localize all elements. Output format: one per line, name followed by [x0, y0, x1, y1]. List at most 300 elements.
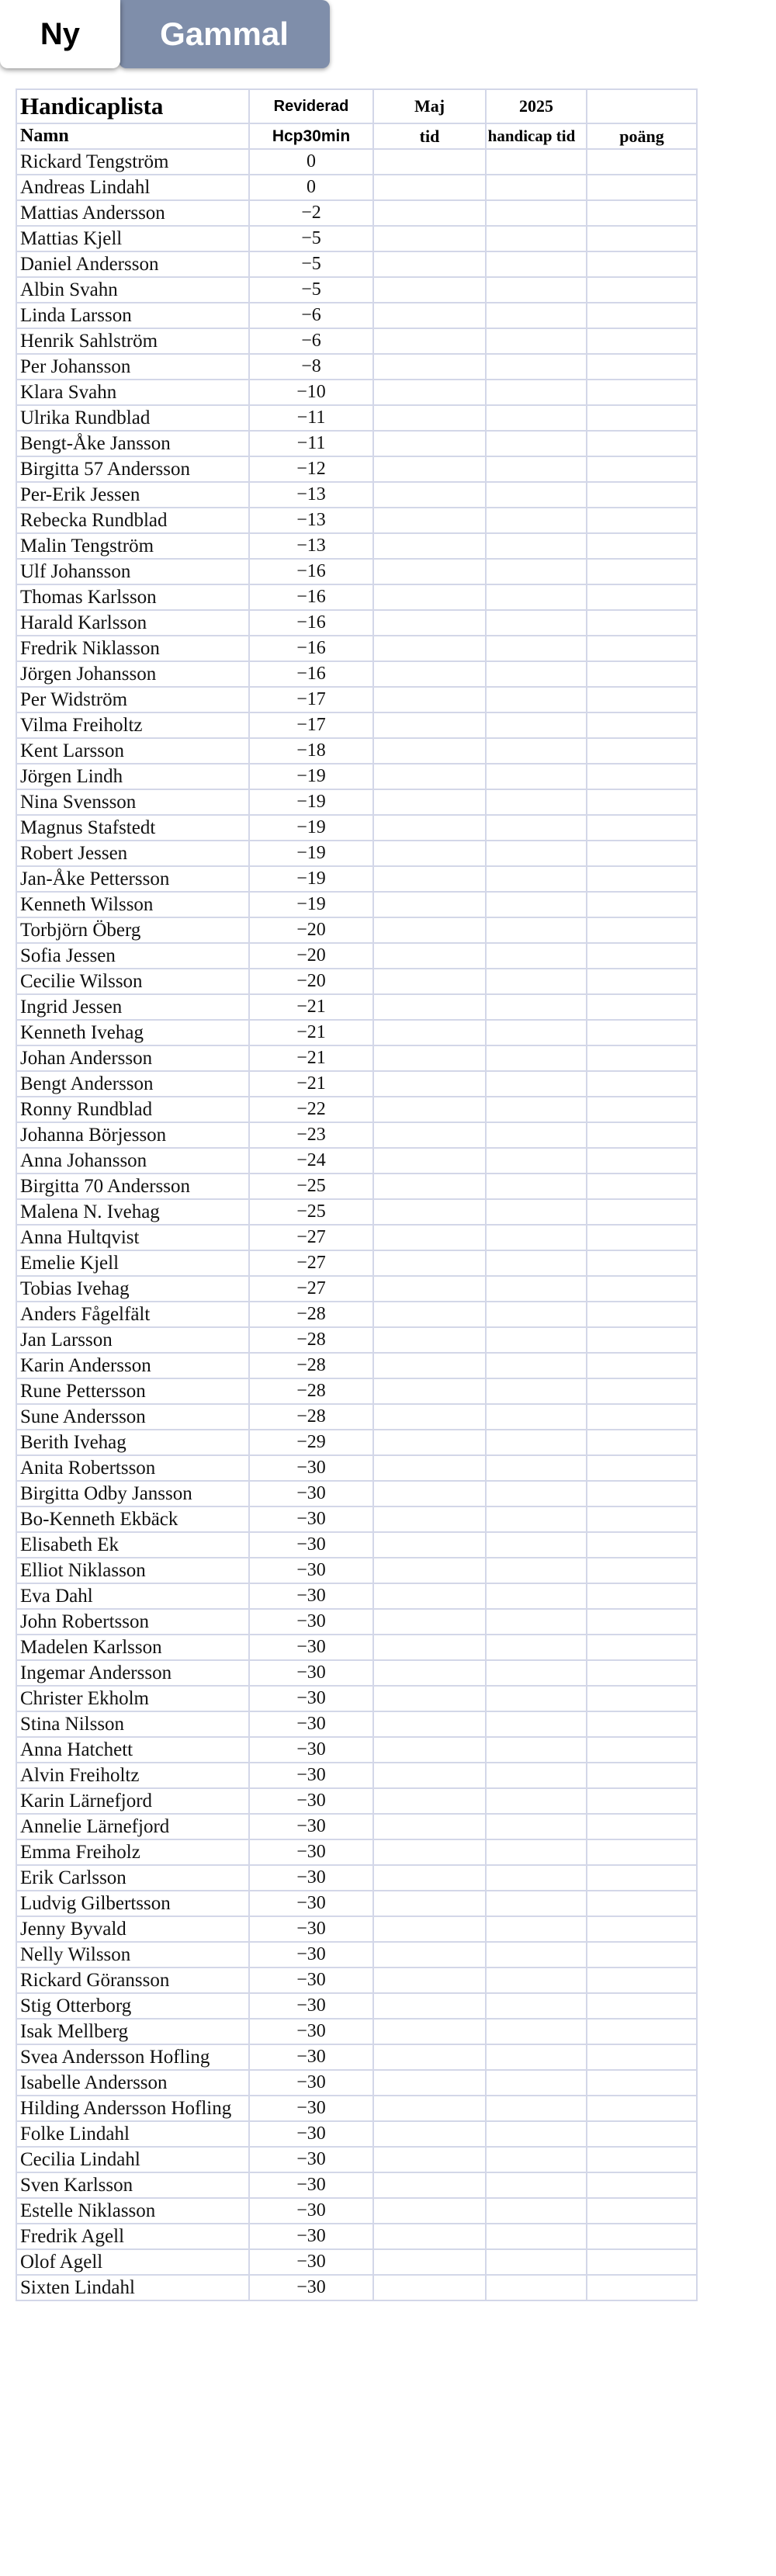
tid-cell[interactable]	[373, 1609, 486, 1635]
tid-cell[interactable]	[373, 1378, 486, 1404]
hcp-cell[interactable]: −11	[249, 431, 373, 456]
handicap-tid-cell[interactable]	[486, 892, 587, 917]
handicap-tid-cell[interactable]	[486, 1583, 587, 1609]
player-name-cell[interactable]: Kenneth Wilsson	[16, 892, 249, 917]
handicap-tid-cell[interactable]	[486, 764, 587, 789]
poang-cell[interactable]	[587, 994, 697, 1020]
hcp-cell[interactable]: −17	[249, 687, 373, 712]
player-name-cell[interactable]: Berith Ivehag	[16, 1430, 249, 1455]
player-name-cell[interactable]: Svea Andersson Hofling	[16, 2044, 249, 2070]
handicap-tid-cell[interactable]	[486, 1686, 587, 1711]
player-name-cell[interactable]: Ulf Johansson	[16, 559, 249, 584]
hcp-cell[interactable]: 0	[249, 149, 373, 175]
tid-cell[interactable]	[373, 559, 486, 584]
tid-cell[interactable]	[373, 2224, 486, 2249]
handicap-tid-cell[interactable]	[486, 277, 587, 303]
tid-cell[interactable]	[373, 1814, 486, 1839]
hcp-cell[interactable]: −19	[249, 789, 373, 815]
player-name-cell[interactable]: Ingrid Jessen	[16, 994, 249, 1020]
handicap-tid-cell[interactable]	[486, 866, 587, 892]
poang-cell[interactable]	[587, 636, 697, 661]
poang-cell[interactable]	[587, 610, 697, 636]
poang-cell[interactable]	[587, 2070, 697, 2096]
player-name-cell[interactable]: Johanna Börjesson	[16, 1122, 249, 1148]
player-name-cell[interactable]: Birgitta Odby Jansson	[16, 1481, 249, 1506]
tid-cell[interactable]	[373, 1430, 486, 1455]
tid-cell[interactable]	[373, 1839, 486, 1865]
player-name-cell[interactable]: Elisabeth Ek	[16, 1532, 249, 1558]
poang-cell[interactable]	[587, 405, 697, 431]
player-name-cell[interactable]: Vilma Freiholtz	[16, 712, 249, 738]
player-name-cell[interactable]: Hilding Andersson Hofling	[16, 2096, 249, 2121]
poang-cell[interactable]	[587, 1609, 697, 1635]
player-name-cell[interactable]: Henrik Sahlström	[16, 328, 249, 354]
player-name-cell[interactable]: Erik Carlsson	[16, 1865, 249, 1891]
tid-cell[interactable]	[373, 1711, 486, 1737]
player-name-cell[interactable]: Folke Lindahl	[16, 2121, 249, 2147]
handicap-tid-cell[interactable]	[486, 1327, 587, 1353]
header-handicap-tid[interactable]	[486, 123, 587, 149]
tab-ny[interactable]: Ny	[0, 0, 120, 68]
poang-cell[interactable]	[587, 1583, 697, 1609]
hcp-cell[interactable]: −30	[249, 2044, 373, 2070]
player-name-cell[interactable]: Elliot Niklasson	[16, 1558, 249, 1583]
tid-cell[interactable]	[373, 200, 486, 226]
player-name-cell[interactable]: Alvin Freiholtz	[16, 1763, 249, 1788]
player-name-cell[interactable]: Karin Andersson	[16, 1353, 249, 1378]
handicap-tid-cell[interactable]	[486, 1532, 587, 1558]
hcp-cell[interactable]: −13	[249, 508, 373, 533]
handicap-tid-cell[interactable]	[486, 1020, 587, 1045]
player-name-cell[interactable]: Ronny Rundblad	[16, 1097, 249, 1122]
hcp-cell[interactable]: −30	[249, 2275, 373, 2300]
handicap-tid-cell[interactable]	[486, 1455, 587, 1481]
hcp-cell[interactable]: −30	[249, 1711, 373, 1737]
player-name-cell[interactable]: Jörgen Lindh	[16, 764, 249, 789]
player-name-cell[interactable]: Cecilia Lindahl	[16, 2147, 249, 2172]
poang-cell[interactable]	[587, 1174, 697, 1199]
hcp-cell[interactable]: −5	[249, 226, 373, 251]
handicap-tid-cell[interactable]	[486, 2121, 587, 2147]
poang-cell[interactable]	[587, 1968, 697, 1993]
handicap-tid-cell[interactable]	[486, 661, 587, 687]
tid-cell[interactable]	[373, 1481, 486, 1506]
tid-cell[interactable]	[373, 1122, 486, 1148]
tid-cell[interactable]	[373, 2172, 486, 2198]
hcp-cell[interactable]: −10	[249, 380, 373, 405]
hcp-cell[interactable]: −13	[249, 482, 373, 508]
tid-cell[interactable]	[373, 738, 486, 764]
handicap-tid-cell[interactable]	[486, 1814, 587, 1839]
handicap-tid-cell[interactable]	[486, 2224, 587, 2249]
player-name-cell[interactable]: Anita Robertsson	[16, 1455, 249, 1481]
handicap-tid-cell[interactable]	[486, 1071, 587, 1097]
handicap-tid-cell[interactable]	[486, 1122, 587, 1148]
header-namn[interactable]: Namn	[16, 123, 249, 149]
player-name-cell[interactable]: Sixten Lindahl	[16, 2275, 249, 2300]
handicap-tid-cell[interactable]	[486, 1250, 587, 1276]
poang-cell[interactable]	[587, 2044, 697, 2070]
hcp-cell[interactable]: −28	[249, 1404, 373, 1430]
poang-cell[interactable]	[587, 1455, 697, 1481]
player-name-cell[interactable]: Per-Erik Jessen	[16, 482, 249, 508]
poang-cell[interactable]	[587, 1302, 697, 1327]
player-name-cell[interactable]: Bengt Andersson	[16, 1071, 249, 1097]
tid-cell[interactable]	[373, 712, 486, 738]
hcp-cell[interactable]: −30	[249, 1737, 373, 1763]
handicap-tid-cell[interactable]	[486, 1942, 587, 1968]
tid-cell[interactable]	[373, 1686, 486, 1711]
poang-cell[interactable]	[587, 1660, 697, 1686]
poang-cell[interactable]	[587, 1788, 697, 1814]
poang-cell[interactable]	[587, 2172, 697, 2198]
tid-cell[interactable]	[373, 1635, 486, 1660]
handicap-tid-cell[interactable]	[486, 2147, 587, 2172]
handicap-tid-cell[interactable]	[486, 2275, 587, 2300]
tid-cell[interactable]	[373, 969, 486, 994]
player-name-cell[interactable]: Ulrika Rundblad	[16, 405, 249, 431]
tid-cell[interactable]	[373, 2275, 486, 2300]
poang-cell[interactable]	[587, 1686, 697, 1711]
hcp-cell[interactable]: −16	[249, 610, 373, 636]
player-name-cell[interactable]: Bengt-Åke Jansson	[16, 431, 249, 456]
hcp-cell[interactable]: −30	[249, 1583, 373, 1609]
poang-cell[interactable]	[587, 1353, 697, 1378]
poang-cell[interactable]	[587, 251, 697, 277]
poang-cell[interactable]	[587, 1045, 697, 1071]
handicap-tid-cell[interactable]	[486, 1481, 587, 1506]
player-name-cell[interactable]: Isabelle Andersson	[16, 2070, 249, 2096]
poang-cell[interactable]	[587, 1891, 697, 1916]
handicap-tid-cell[interactable]	[486, 1045, 587, 1071]
tid-cell[interactable]	[373, 1763, 486, 1788]
hcp-cell[interactable]: −27	[249, 1225, 373, 1250]
tid-cell[interactable]	[373, 508, 486, 533]
poang-cell[interactable]	[587, 559, 697, 584]
handicap-tid-cell[interactable]	[486, 584, 587, 610]
handicap-tid-cell[interactable]	[486, 2044, 587, 2070]
hcp-cell[interactable]: −8	[249, 354, 373, 380]
poang-cell[interactable]	[587, 584, 697, 610]
handicap-tid-cell[interactable]	[486, 1865, 587, 1891]
poang-cell[interactable]	[587, 431, 697, 456]
handicap-tid-cell[interactable]	[486, 2070, 587, 2096]
header-tid[interactable]: tid	[373, 123, 486, 149]
hcp-cell[interactable]: −30	[249, 1942, 373, 1968]
poang-cell[interactable]	[587, 354, 697, 380]
hcp-cell[interactable]: −17	[249, 712, 373, 738]
hcp-cell[interactable]: −5	[249, 251, 373, 277]
poang-cell[interactable]	[587, 2096, 697, 2121]
poang-cell[interactable]	[587, 1250, 697, 1276]
hcp-cell[interactable]: −22	[249, 1097, 373, 1122]
handicap-tid-cell[interactable]	[486, 354, 587, 380]
header-hcp30min[interactable]: Hcp30min	[249, 123, 373, 149]
player-name-cell[interactable]: Magnus Stafstedt	[16, 815, 249, 841]
player-name-cell[interactable]: Sven Karlsson	[16, 2172, 249, 2198]
player-name-cell[interactable]: Daniel Andersson	[16, 251, 249, 277]
handicap-tid-cell[interactable]	[486, 149, 587, 175]
hcp-cell[interactable]: −30	[249, 1763, 373, 1788]
hcp-cell[interactable]: −6	[249, 328, 373, 354]
poang-cell[interactable]	[587, 328, 697, 354]
header-poang[interactable]: poäng	[587, 123, 697, 149]
poang-cell[interactable]	[587, 303, 697, 328]
handicap-tid-cell[interactable]	[486, 1891, 587, 1916]
poang-cell[interactable]	[587, 1020, 697, 1045]
handicap-tid-cell[interactable]	[486, 636, 587, 661]
hcp-cell[interactable]: −30	[249, 1481, 373, 1506]
hcp-cell[interactable]: −30	[249, 1839, 373, 1865]
hcp-cell[interactable]: −2	[249, 200, 373, 226]
player-name-cell[interactable]: Kenneth Ivehag	[16, 1020, 249, 1045]
poang-cell[interactable]	[587, 866, 697, 892]
player-name-cell[interactable]: Nelly Wilsson	[16, 1942, 249, 1968]
hcp-cell[interactable]: −21	[249, 1071, 373, 1097]
hcp-cell[interactable]: −27	[249, 1276, 373, 1302]
hcp-cell[interactable]: −30	[249, 2019, 373, 2044]
hcp-cell[interactable]: −30	[249, 1609, 373, 1635]
player-name-cell[interactable]: Emma Freiholz	[16, 1839, 249, 1865]
hcp-cell[interactable]: 0	[249, 175, 373, 200]
handicap-tid-cell[interactable]	[486, 303, 587, 328]
tid-cell[interactable]	[373, 943, 486, 969]
handicap-tid-cell[interactable]	[486, 1916, 587, 1942]
handicap-tid-cell[interactable]	[486, 533, 587, 559]
poang-cell[interactable]	[587, 1276, 697, 1302]
player-name-cell[interactable]: Fredrik Niklasson	[16, 636, 249, 661]
player-name-cell[interactable]: Thomas Karlsson	[16, 584, 249, 610]
poang-cell[interactable]	[587, 764, 697, 789]
player-name-cell[interactable]: Andreas Lindahl	[16, 175, 249, 200]
tid-cell[interactable]	[373, 482, 486, 508]
tid-cell[interactable]	[373, 2096, 486, 2121]
poang-cell[interactable]	[587, 1711, 697, 1737]
poang-cell[interactable]	[587, 508, 697, 533]
hcp-cell[interactable]: −30	[249, 2249, 373, 2275]
player-name-cell[interactable]: Anna Hultqvist	[16, 1225, 249, 1250]
poang-cell[interactable]	[587, 917, 697, 943]
tid-cell[interactable]	[373, 1916, 486, 1942]
poang-cell[interactable]	[587, 1097, 697, 1122]
hcp-cell[interactable]: −11	[249, 405, 373, 431]
handicap-tid-cell[interactable]	[486, 1353, 587, 1378]
hcp-cell[interactable]: −21	[249, 1020, 373, 1045]
handicap-tid-cell[interactable]	[486, 687, 587, 712]
player-name-cell[interactable]: Ludvig Gilbertsson	[16, 1891, 249, 1916]
handicap-tid-cell[interactable]	[486, 559, 587, 584]
tid-cell[interactable]	[373, 994, 486, 1020]
player-name-cell[interactable]: Anna Hatchett	[16, 1737, 249, 1763]
player-name-cell[interactable]: Harald Karlsson	[16, 610, 249, 636]
player-name-cell[interactable]: John Robertsson	[16, 1609, 249, 1635]
poang-cell[interactable]	[587, 1942, 697, 1968]
player-name-cell[interactable]: Estelle Niklasson	[16, 2198, 249, 2224]
handicap-tid-cell[interactable]	[486, 1276, 587, 1302]
player-name-cell[interactable]: Rune Pettersson	[16, 1378, 249, 1404]
tid-cell[interactable]	[373, 149, 486, 175]
handicap-tid-cell[interactable]	[486, 1302, 587, 1327]
handicap-tid-cell[interactable]	[486, 1404, 587, 1430]
poang-cell[interactable]	[587, 1148, 697, 1174]
handicap-tid-cell[interactable]	[486, 1788, 587, 1814]
player-name-cell[interactable]: Karin Lärnefjord	[16, 1788, 249, 1814]
tid-cell[interactable]	[373, 815, 486, 841]
tid-cell[interactable]	[373, 251, 486, 277]
poang-cell[interactable]	[587, 738, 697, 764]
tid-cell[interactable]	[373, 1225, 486, 1250]
player-name-cell[interactable]: Linda Larsson	[16, 303, 249, 328]
handicap-tid-cell[interactable]	[486, 482, 587, 508]
poang-cell[interactable]	[587, 1430, 697, 1455]
handicap-tid-cell[interactable]	[486, 1609, 587, 1635]
hcp-cell[interactable]: −30	[249, 2172, 373, 2198]
tid-cell[interactable]	[373, 661, 486, 687]
hcp-cell[interactable]: −30	[249, 1686, 373, 1711]
handicap-tid-cell[interactable]	[486, 1148, 587, 1174]
tid-cell[interactable]	[373, 405, 486, 431]
tid-cell[interactable]	[373, 2044, 486, 2070]
handicap-tid-cell[interactable]	[486, 200, 587, 226]
hcp-cell[interactable]: −25	[249, 1199, 373, 1225]
tid-cell[interactable]	[373, 1532, 486, 1558]
player-name-cell[interactable]: Per Johansson	[16, 354, 249, 380]
hcp-cell[interactable]: −30	[249, 2070, 373, 2096]
player-name-cell[interactable]: Torbjörn Öberg	[16, 917, 249, 943]
handicap-tid-cell[interactable]	[486, 1174, 587, 1199]
hcp-cell[interactable]: −28	[249, 1378, 373, 1404]
player-name-cell[interactable]: Emelie Kjell	[16, 1250, 249, 1276]
hcp-cell[interactable]: −30	[249, 2121, 373, 2147]
hcp-cell[interactable]: −28	[249, 1302, 373, 1327]
poang-cell[interactable]	[587, 1225, 697, 1250]
poang-cell[interactable]	[587, 1506, 697, 1532]
tid-cell[interactable]	[373, 1660, 486, 1686]
poang-cell[interactable]	[587, 200, 697, 226]
poang-cell[interactable]	[587, 815, 697, 841]
poang-cell[interactable]	[587, 1737, 697, 1763]
poang-cell[interactable]	[587, 2275, 697, 2300]
handicap-tid-cell[interactable]	[486, 1097, 587, 1122]
tid-cell[interactable]	[373, 2121, 486, 2147]
handicap-tid-cell[interactable]	[486, 456, 587, 482]
poang-cell[interactable]	[587, 969, 697, 994]
poang-cell[interactable]	[587, 661, 697, 687]
player-name-cell[interactable]: Anders Fågelfält	[16, 1302, 249, 1327]
hcp-cell[interactable]: −30	[249, 1916, 373, 1942]
player-name-cell[interactable]: Cecilie Wilsson	[16, 969, 249, 994]
tid-cell[interactable]	[373, 226, 486, 251]
handicap-tid-cell[interactable]	[486, 1430, 587, 1455]
tid-cell[interactable]	[373, 1788, 486, 1814]
poang-cell[interactable]	[587, 1327, 697, 1353]
tid-cell[interactable]	[373, 1174, 486, 1199]
handicap-tid-cell[interactable]	[486, 2096, 587, 2121]
poang-cell[interactable]	[587, 2121, 697, 2147]
tid-cell[interactable]	[373, 866, 486, 892]
handicap-tid-cell[interactable]	[486, 2198, 587, 2224]
hcp-cell[interactable]: −30	[249, 1865, 373, 1891]
tab-gammal[interactable]: Gammal	[119, 0, 330, 68]
hcp-cell[interactable]: −30	[249, 1506, 373, 1532]
tid-cell[interactable]	[373, 354, 486, 380]
hcp-cell[interactable]: −27	[249, 1250, 373, 1276]
tid-cell[interactable]	[373, 1353, 486, 1378]
player-name-cell[interactable]: Ingemar Andersson	[16, 1660, 249, 1686]
poang-cell[interactable]	[587, 1404, 697, 1430]
handicap-tid-cell[interactable]	[486, 1737, 587, 1763]
player-name-cell[interactable]: Olof Agell	[16, 2249, 249, 2275]
player-name-cell[interactable]: Jörgen Johansson	[16, 661, 249, 687]
hcp-cell[interactable]: −16	[249, 636, 373, 661]
poang-cell[interactable]	[587, 2147, 697, 2172]
poang-cell[interactable]	[587, 1865, 697, 1891]
handicap-tid-cell[interactable]	[486, 328, 587, 354]
handicap-tid-cell[interactable]	[486, 841, 587, 866]
handicap-tid-cell[interactable]	[486, 380, 587, 405]
poang-cell[interactable]	[587, 712, 697, 738]
handicap-tid-cell[interactable]	[486, 1378, 587, 1404]
tid-cell[interactable]	[373, 1865, 486, 1891]
hcp-cell[interactable]: −20	[249, 917, 373, 943]
tid-cell[interactable]	[373, 456, 486, 482]
tid-cell[interactable]	[373, 610, 486, 636]
player-name-cell[interactable]: Annelie Lärnefjord	[16, 1814, 249, 1839]
hcp-cell[interactable]: −30	[249, 1993, 373, 2019]
handicap-tid-cell[interactable]	[486, 789, 587, 815]
tid-cell[interactable]	[373, 2147, 486, 2172]
tid-cell[interactable]	[373, 303, 486, 328]
handicap-tid-cell[interactable]	[486, 2249, 587, 2275]
tid-cell[interactable]	[373, 636, 486, 661]
hcp-cell[interactable]: −20	[249, 969, 373, 994]
tid-cell[interactable]	[373, 2019, 486, 2044]
poang-cell[interactable]	[587, 1993, 697, 2019]
tid-cell[interactable]	[373, 1737, 486, 1763]
player-name-cell[interactable]: Anna Johansson	[16, 1148, 249, 1174]
tid-cell[interactable]	[373, 1097, 486, 1122]
player-name-cell[interactable]: Nina Svensson	[16, 789, 249, 815]
tid-cell[interactable]	[373, 892, 486, 917]
handicap-tid-cell[interactable]	[486, 815, 587, 841]
tid-cell[interactable]	[373, 2070, 486, 2096]
handicap-tid-cell[interactable]	[486, 251, 587, 277]
handicap-tid-cell[interactable]	[486, 1225, 587, 1250]
tid-cell[interactable]	[373, 789, 486, 815]
tid-cell[interactable]	[373, 841, 486, 866]
player-name-cell[interactable]: Robert Jessen	[16, 841, 249, 866]
tid-cell[interactable]	[373, 2249, 486, 2275]
hcp-cell[interactable]: −30	[249, 1814, 373, 1839]
poang-cell[interactable]	[587, 1199, 697, 1225]
poang-cell[interactable]	[587, 1532, 697, 1558]
hcp-cell[interactable]: −21	[249, 1045, 373, 1071]
tid-cell[interactable]	[373, 1558, 486, 1583]
player-name-cell[interactable]: Rickard Göransson	[16, 1968, 249, 1993]
poang-cell[interactable]	[587, 789, 697, 815]
player-name-cell[interactable]: Johan Andersson	[16, 1045, 249, 1071]
hcp-cell[interactable]: −20	[249, 943, 373, 969]
tid-cell[interactable]	[373, 175, 486, 200]
handicap-tid-cell[interactable]	[486, 226, 587, 251]
handicap-tid-cell[interactable]	[486, 738, 587, 764]
player-name-cell[interactable]: Kent Larsson	[16, 738, 249, 764]
player-name-cell[interactable]: Madelen Karlsson	[16, 1635, 249, 1660]
player-name-cell[interactable]: Birgitta 70 Andersson	[16, 1174, 249, 1199]
tid-cell[interactable]	[373, 1404, 486, 1430]
hcp-cell[interactable]: −30	[249, 2224, 373, 2249]
hcp-cell[interactable]: −30	[249, 1532, 373, 1558]
